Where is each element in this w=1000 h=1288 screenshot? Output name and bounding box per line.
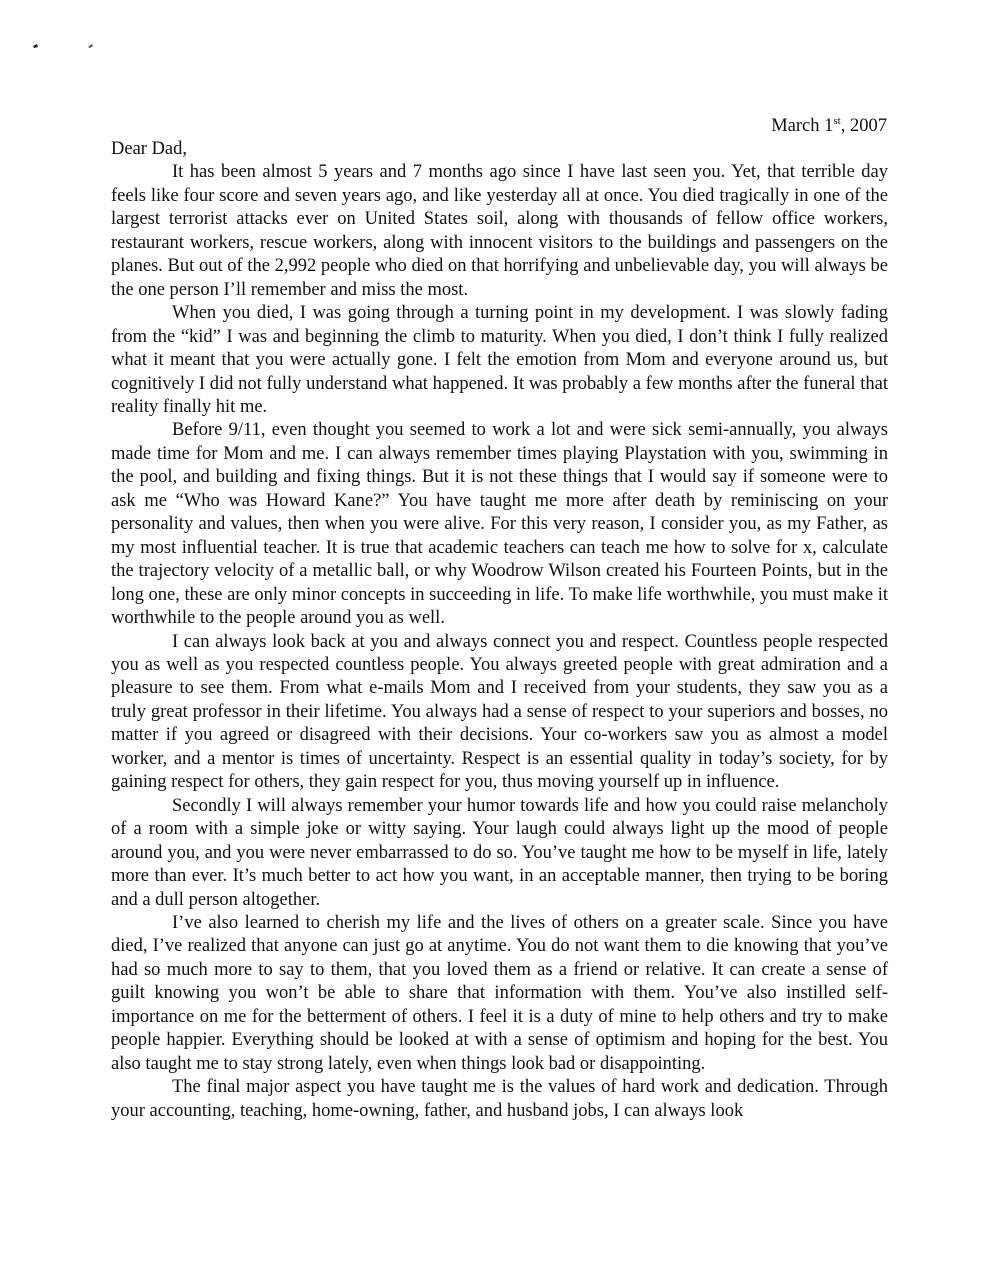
letter-paragraph: I can always look back at you and always connect you and respect. Countless people respected you as well as you respected countless people. You always greeted people with great admiration and a pleasure to see them. From what e-mails Mom and I received from your students, they saw you as a truly great professor in their lifetime. You always had a sense of respect to your superiors and bosses, no matter if you agreed or disagreed with their decisions. Your co-workers saw you as almost a model worker, and a mentor is times of uncertainty. Respect is an essential quality in today’s society, for by gaining respect for others, they gain respect for you, thus moving yourself up in influence. — [111, 631, 888, 793]
scan-speck — [88, 44, 93, 48]
salutation: Dear Dad, — [111, 139, 188, 159]
scan-specks — [0, 0, 120, 60]
letter-paragraph: Before 9/11, even thought you seemed to work a lot and were sick semi-annually, you always made time for Mom and me. I can always remember times playing Playstation with you, swimming in the pool, and building and fixing things. But it is not these things that I would say if someone were to ask me “Who was Howard Kane?” You have taught me more after death by reminiscing on your personality and values, then when you were alive. For this very reason, I consider you, as my Father, as my most influential teacher. It is true that academic teachers can teach me how to solve for x, calculate the trajectory velocity of a metallic ball, or why Woodrow Wilson created his Fourteen Points, but in the long one, these are only minor concepts in succeeding in life. To make life worthwhile, you must make it worthwhile to the people around you as well. — [111, 420, 888, 629]
letter-date — [771, 114, 887, 138]
date-year: , 2007 — [840, 116, 887, 136]
letter-paragraph: I’ve also learned to cherish my life and the lives of others on a greater scale. Since you have died, I’ve realized that anyone can just go at anytime. You do not want them to die knowing that you’ve had so much more to say to them, that you loved them as a friend or relative. It can create a sense of guilt knowing you won’t be able to share that information with them. You’ve also instilled self-importance on me for the betterment of others. I feel it is a duty of mine to help others and try to make people happier. Everything should be looked at with a sense of optimism and hoping for the best. You also taught me to stay strong lately, even when things look bad or disappointing. — [111, 912, 888, 1074]
scan-speck — [33, 44, 38, 48]
letter-paragraph: When you died, I was going through a turning point in my development. I was slowly fading from the “kid” I was and beginning the climb to maturity. When you died, I don’t think I fully realized what it meant that you were actually gone. I felt the emotion from Mom and everyone around us, but cognitively I did not fully understand what happened. It was probably a few months after the funeral that reality finally hit me. — [111, 303, 888, 417]
date-month-day: March 1 — [771, 116, 834, 136]
date-ordinal-suffix: st — [833, 115, 841, 127]
letter-paragraph: Secondly I will always remember your humor towards life and how you could raise melancholy of a room with a simple joke or witty saying. Your laugh could always light up the mood of people around you, and you were never embarrassed to do so. You’ve taught me how to be myself in life, lately more than ever. It’s much better to act how you want, in an acceptable manner, then trying to be boring and a dull person altogether. — [111, 795, 888, 910]
letter-paragraph: It has been almost 5 years and 7 months ago since I have last seen you. Yet, that terrible day feels like four score and seven years ago, and like yesterday all at once. You died tragically in one of the largest terrorist attacks ever on United States soil, along with thousands of fellow office workers, restaurant workers, rescue workers, along with innocent visitors to the buildings and passengers on the planes. But out of the 2,992 people who died on that horrifying and unbelievable day, you will always be the one person I’ll remember and miss the most. — [111, 162, 888, 300]
letter-body — [111, 138, 888, 1123]
letter-paragraph: The final major aspect you have taught me is the values of hard work and dedication. Through your accounting, teaching, home-owning, father, and husband jobs, I can always look — [111, 1077, 888, 1121]
